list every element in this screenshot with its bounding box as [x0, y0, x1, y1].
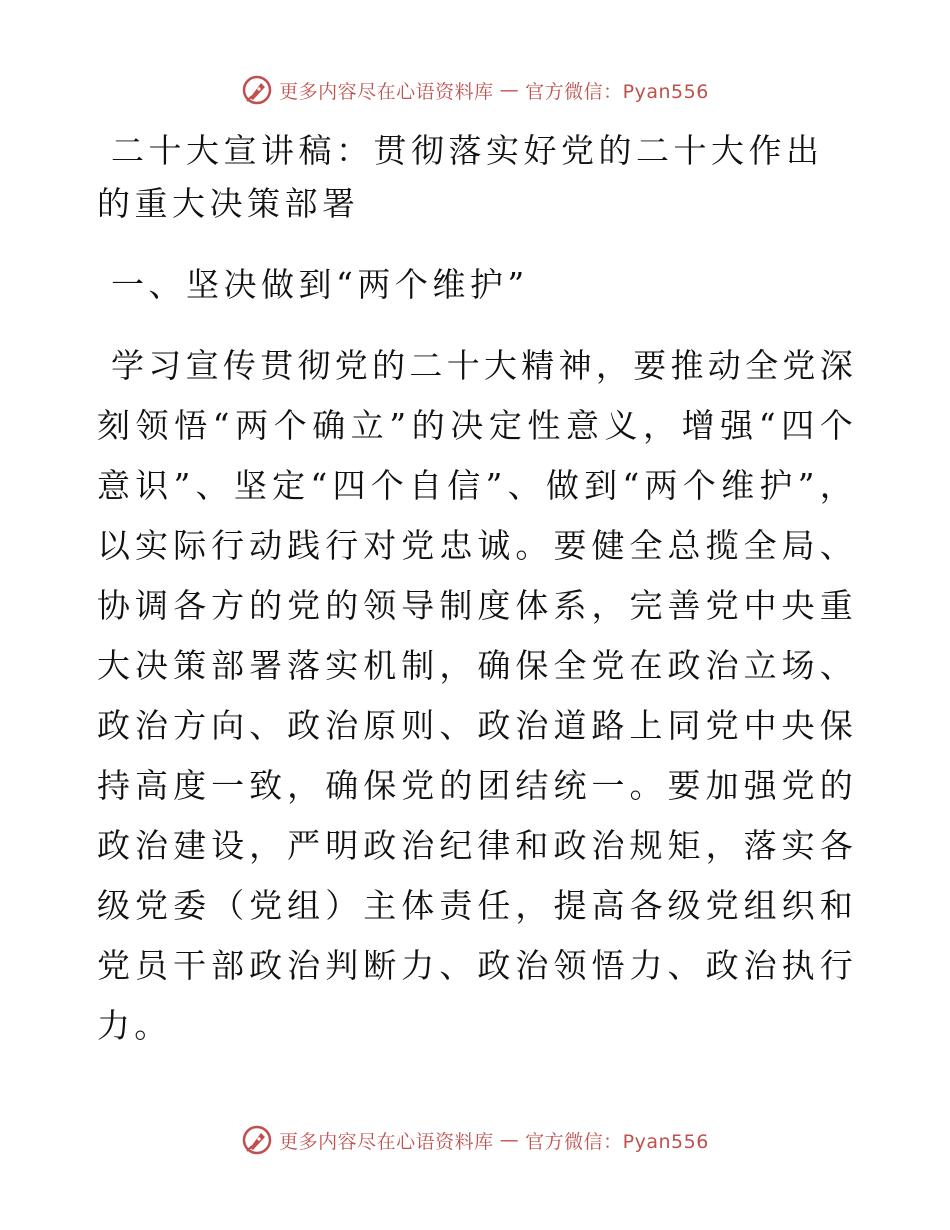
header-banner-label: 更多内容尽在心语资料库: [279, 80, 494, 103]
pen-nib-logo-icon: [241, 1124, 273, 1156]
document-title: 二十大宣讲稿：贯彻落实好党的二十大作出的重大决策部署: [97, 131, 824, 223]
footer-banner-wechat: 官方微信：Pyan556: [525, 1130, 709, 1153]
footer-banner-label: 更多内容尽在心语资料库: [279, 1130, 494, 1153]
footer-banner-inner: [241, 1124, 709, 1156]
document-body: [97, 124, 857, 1056]
pen-nib-logo-icon: [241, 74, 273, 106]
footer-banner: [0, 1120, 950, 1160]
header-banner-separator: —: [499, 79, 520, 101]
header-banner-wechat: 官方微信：Pyan556: [525, 80, 709, 103]
body-paragraph: 学习宣传贯彻党的二十大精神，要推动全党深刻领悟“两个确立”的决定性意义，增强“四个意识”、坚定“四个自信”、做到“两个维护”，以实际行动践行对党忠诚。要健全总揽全局、协调各方的党的领导制度体系，完善党中央重大决策部署落实机制，确保全党在政治立场、政治方向、政治原则、政治道路上同党中央保持高度一致，确保党的团结统一。要加强党的政治建设，严明政治纪律和政治规矩，落实各级党委（党组）主体责任，提高各级党组织和党员干部政治判断力、政治领悟力、政治执行力。: [97, 346, 857, 1045]
footer-banner-separator: —: [499, 1129, 520, 1151]
header-banner: [0, 70, 950, 110]
section-heading: 一、坚决做到“两个维护”: [111, 265, 529, 304]
header-banner-inner: [241, 74, 709, 106]
